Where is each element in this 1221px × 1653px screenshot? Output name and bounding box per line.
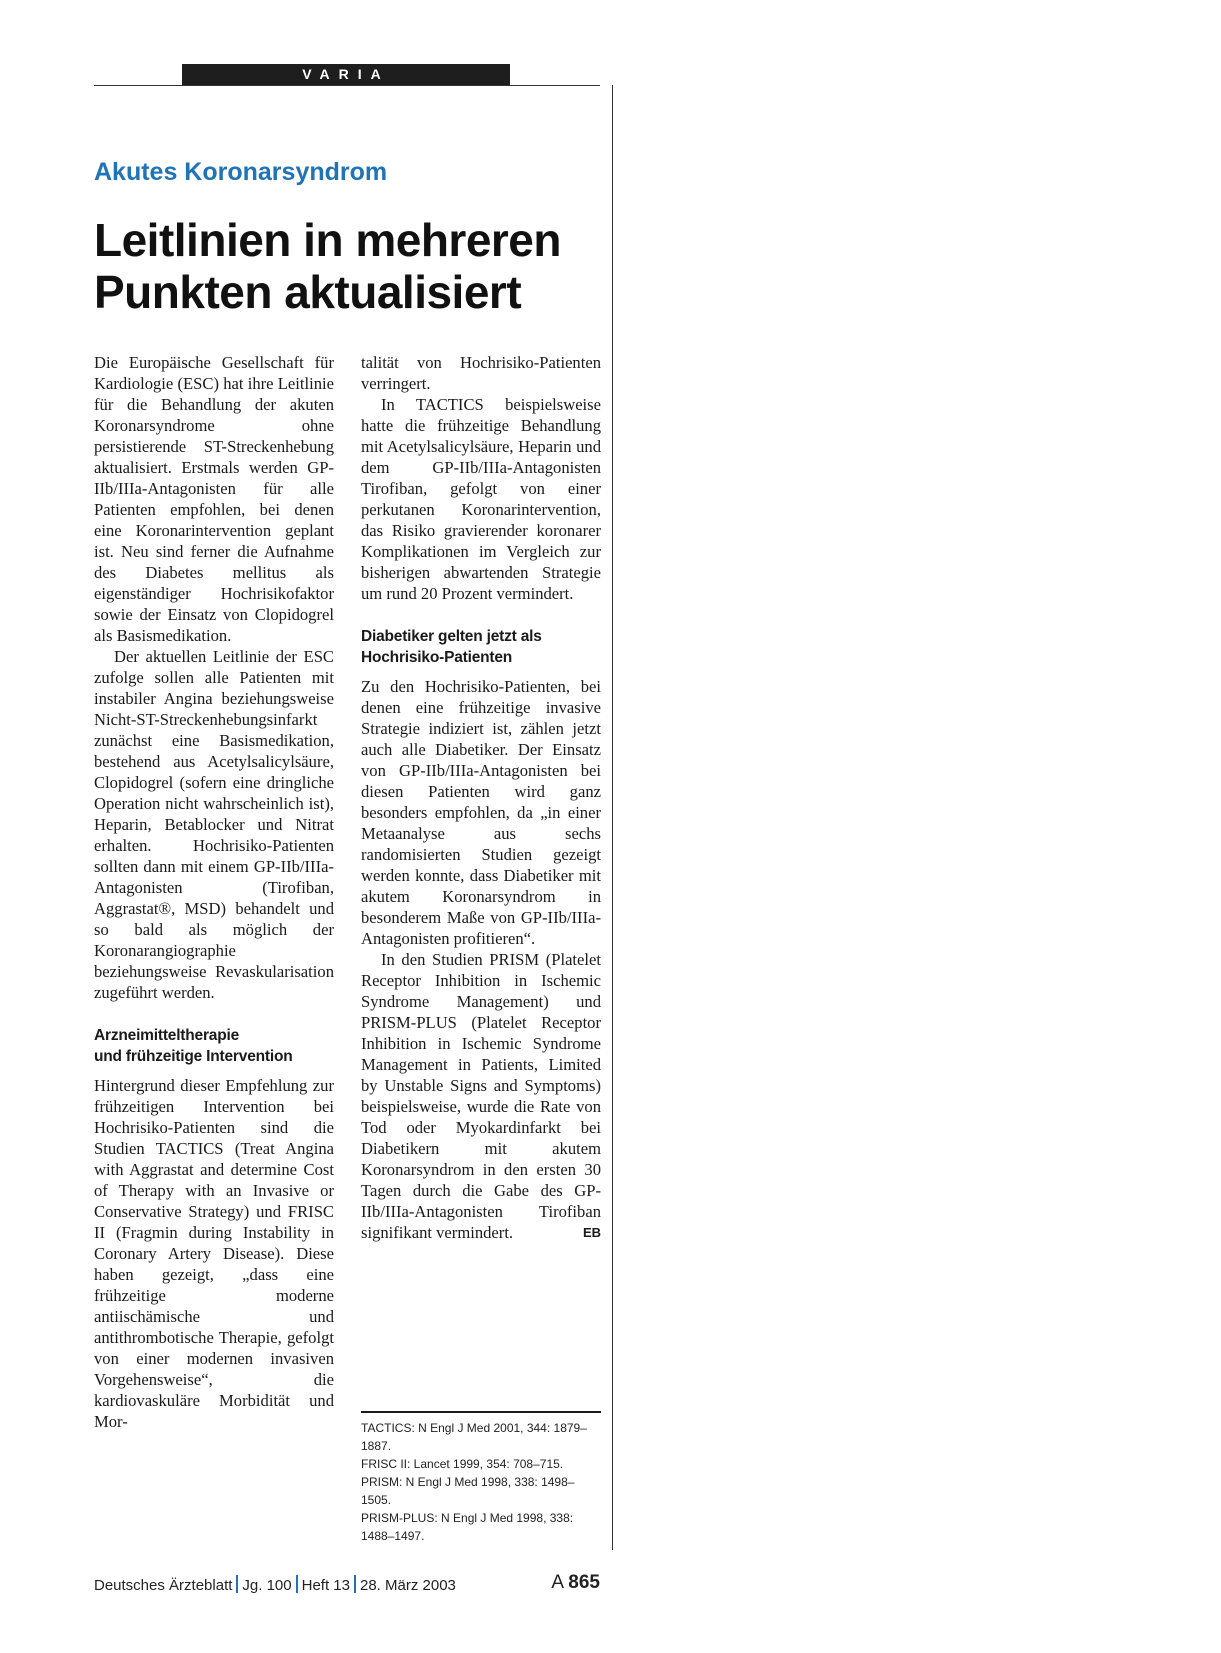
subheading [361, 626, 601, 668]
headline-line-2: Punkten aktualisiert [94, 266, 522, 318]
page-prefix: A [551, 1572, 564, 1593]
subheading [94, 1025, 334, 1067]
article-headline [94, 214, 604, 318]
headline-line-1: Leitlinien in mehreren [94, 214, 561, 266]
journal-name: Deutsches Ärzteblatt [94, 1577, 233, 1594]
footer-separator [236, 1575, 238, 1593]
reference-item: TACTICS: N Engl J Med 2001, 344: 1879–1887. [361, 1421, 587, 1453]
paragraph: Hintergrund dieser Empfehlung zur frühzeitigen Intervention bei Hochrisiko-Patienten sind die Studien TACTICS (Treat Angina with Aggrastat and determine Cost of Therapy with an Invasive or Conservative Strategy) und FRISC II (Fragmin during Instability in Coronary Artery Disease). Diese haben gezeigt, „dass eine frühzeitige moderne antiischämische und antithrombotische Therapie, gefolgt von einer modernen invasiven Vorgehensweise“, die kardiovaskuläre Morbidität und Mor- [94, 1076, 334, 1431]
paragraph: Zu den Hochrisiko-Patienten, bei denen eine frühzeitige invasive Strategie indiziert ist, zählen jetzt auch alle Diabetiker. Der Einsatz von GP-IIb/IIIa-Antagonisten bei diesen Patienten wird ganz besonders empfohlen, da „in einer Metaanalyse aus sechs randomisierten Studien gezeigt werden konnte, dass Diabetiker mit akutem Koronarsyndrom in besonderem Maße von GP-IIb/IIIa-Antagonisten profitieren“. [361, 677, 601, 948]
footer-separator [296, 1575, 298, 1593]
subheading-line-1: Arzneimitteltherapie [94, 1027, 240, 1044]
page-footer [94, 1572, 600, 1599]
paragraph [361, 949, 601, 1243]
references [361, 1411, 601, 1545]
reference-item: PRISM: N Engl J Med 1998, 338: 1498–1505. [361, 1475, 575, 1507]
paragraph: In TACTICS beispielsweise hatte die frühzeitige Behandlung mit Acetylsalicylsäure, Heparin und dem GP-IIb/IIIa-Antagonisten Tirofiban, gefolgt von einer perkutanen Koronarintervention, das Risiko gravierender koronarer Komplikationen im Vergleich zur bisherigen abwartenden Strategie um rund 20 Prozent vermindert. [361, 395, 601, 603]
journal-date: 28. März 2003 [360, 1577, 456, 1594]
paragraph: Der aktuellen Leitlinie der ESC zufolge sollen alle Patienten mit instabiler Angina beziehungsweise Nicht-ST-Streckenhebungsinfarkt zunächst eine Basismedikation, bestehend aus Acetylsalicylsäure, Clopidogrel (sofern eine dringliche Operation nicht wahrscheinlich ist), Heparin, Betablocker und Nitrat erhalten. Hochrisiko-Patienten sollten dann mit einem GP-IIb/IIIa-Antagonisten (Tirofiban, Aggrastat®, MSD) behandelt und so bald als möglich der Koronarangiographie beziehungsweise Revaskularisation zugeführt werden. [94, 647, 334, 1002]
article-kicker: Akutes Koronarsyndrom [94, 158, 388, 186]
journal-volume: Jg. 100 [242, 1577, 292, 1594]
top-rule [94, 85, 600, 86]
reference-item: PRISM-PLUS: N Engl J Med 1998, 338: 1488–1497. [361, 1511, 574, 1543]
subheading-line-2: und frühzeitige Intervention [94, 1048, 293, 1065]
paragraph: talität von Hochrisiko-Patienten verringert. [361, 353, 601, 393]
text-column-left [94, 352, 334, 1432]
text-column-right [361, 352, 601, 1243]
reference-item: FRISC II: Lancet 1999, 354: 708–715. [361, 1457, 564, 1471]
subheading-line-2: Hochrisiko-Patienten [361, 649, 513, 666]
section-label: VARIA [182, 64, 510, 85]
paragraph: Die Europäische Gesellschaft für Kardiologie (ESC) hat ihre Leitlinie für die Behandlung der akuten Koronarsyndrome ohne persistierende ST-Streckenhebung aktualisiert. Erstmals werden GP-IIb/IIIa-Antagonisten für alle Patienten empfohlen, bei denen eine Koronarintervention geplant ist. Neu sind ferner die Aufnahme des Diabetes mellitus als eigenständiger Hochrisikofaktor sowie der Einsatz von Clopidogrel als Basismedikation. [94, 353, 334, 645]
paragraph-text: In den Studien PRISM (Platelet Receptor Inhibition in Ischemic Syndrome Management) und PRISM-PLUS (Platelet Receptor Inhibition in Ischemic Syndrome Management in Patients, Limited by Unstable Signs and Symptoms) beispielsweise, wurde die Rate von Tod oder Myokardinfarkt bei Diabetikern mit akutem Koronarsyndrom in den ersten 30 Tagen durch die Gabe des GP-IIb/IIIa-Antagonisten Tirofiban signifikant vermindert. [361, 950, 601, 1242]
journal-issue: Heft 13 [301, 1577, 350, 1594]
page-number-value: 865 [568, 1572, 600, 1593]
footer-separator [354, 1575, 356, 1593]
subheading-line-1: Diabetiker gelten jetzt als [361, 628, 542, 645]
author-signature: EB [582, 1225, 601, 1240]
column-rule [612, 85, 613, 1550]
page-number [551, 1572, 600, 1594]
